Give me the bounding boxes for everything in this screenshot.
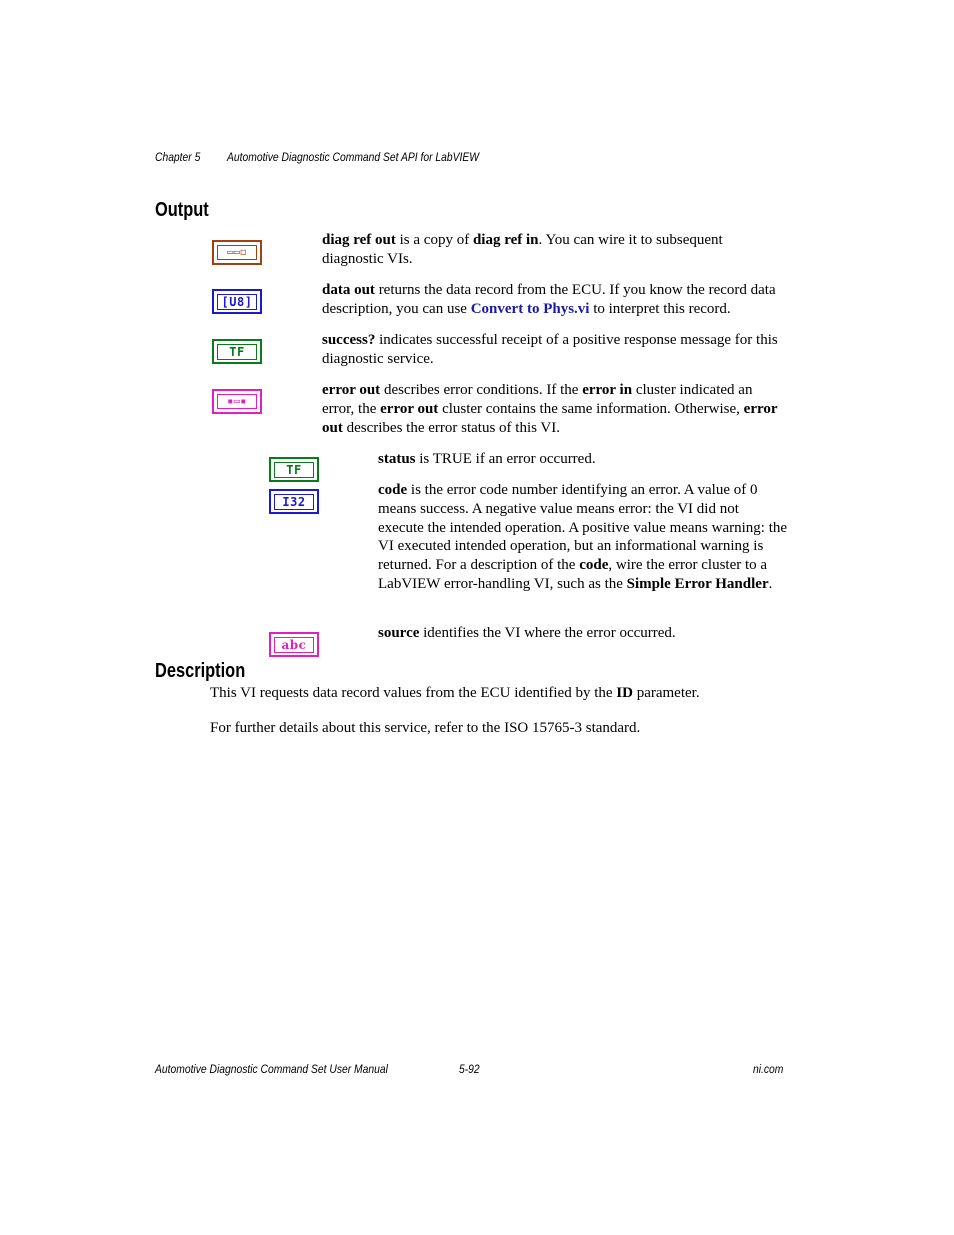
text: to interpret this record. bbox=[589, 300, 731, 317]
text: describes the error status of this VI. bbox=[342, 419, 561, 436]
text: identifies the VI where the error occurred. bbox=[419, 625, 676, 641]
term: code bbox=[378, 482, 408, 498]
term: diag ref out bbox=[322, 232, 396, 248]
description-paragraph-2: For further details about this service, refer to the ISO 15765-3 standard. bbox=[210, 720, 641, 736]
boolean-tf-icon: TF bbox=[212, 339, 262, 364]
term-ref: diag ref in bbox=[472, 232, 539, 248]
text: is TRUE if an error occurred. bbox=[415, 451, 596, 467]
term-ref: code bbox=[579, 557, 609, 574]
text: returns the data record from the ECU. If you know the record data description, you can use bbox=[322, 282, 776, 317]
footer-website: ni.com bbox=[753, 1062, 784, 1076]
output-heading: Output bbox=[155, 199, 209, 221]
term-ref: error out bbox=[322, 400, 778, 436]
subitem-status bbox=[378, 450, 788, 469]
footer-page-number: 5-92 bbox=[459, 1062, 480, 1076]
term: success? bbox=[322, 332, 376, 348]
item-error-out bbox=[322, 381, 788, 437]
term: status bbox=[378, 451, 416, 467]
subitem-code bbox=[378, 481, 788, 594]
text: cluster contains the same information. Otherwise, bbox=[438, 400, 744, 417]
text: describes error conditions. If the bbox=[380, 382, 583, 398]
text: is a copy of bbox=[395, 232, 473, 248]
text: . bbox=[768, 575, 773, 592]
footer-manual-title: Automotive Diagnostic Command Set User Manual bbox=[155, 1062, 388, 1076]
term-ref: Simple Error Handler bbox=[626, 575, 769, 592]
description-paragraph-1 bbox=[210, 684, 790, 703]
text: indicates successful receipt of a positive response message for this diagnostic service. bbox=[322, 332, 778, 367]
code-i32-icon: I32 bbox=[269, 489, 319, 514]
chapter-title: Automotive Diagnostic Command Set API for LabVIEW bbox=[227, 150, 479, 164]
item-success bbox=[322, 331, 788, 369]
status-tf-icon: TF bbox=[269, 457, 319, 482]
u8-array-icon: [U8] bbox=[212, 289, 262, 314]
ref-cluster-icon: ▭▭◻ bbox=[212, 240, 262, 265]
term: error out bbox=[322, 382, 381, 398]
item-data-out bbox=[322, 281, 788, 319]
source-string-icon: abc bbox=[269, 632, 319, 657]
term-ref: error out bbox=[380, 400, 439, 417]
chapter-label: Chapter 5 bbox=[155, 150, 201, 164]
text: cluster indicated an error, the bbox=[322, 382, 753, 417]
text: is the error code number identifying an error. A value of 0 means success. A negative value means error: the VI did not execute the intended operation. A positive value means warning: the VI executed intended operation, but an informational warning is returned. For a description of the bbox=[378, 482, 788, 574]
description-heading: Description bbox=[155, 660, 246, 682]
term-ref: error in bbox=[582, 382, 633, 398]
text: This VI requests data record values from the ECU identified by the bbox=[210, 685, 617, 701]
text: . You can wire it to subsequent diagnostic VIs. bbox=[322, 232, 723, 267]
text: , wire the error cluster to a LabVIEW error-handling VI, such as the bbox=[378, 557, 768, 592]
item-diag-ref-out bbox=[322, 231, 788, 269]
term: data out bbox=[322, 282, 375, 298]
text: parameter. bbox=[632, 685, 700, 701]
convert-to-phys-link[interactable]: Convert to Phys.vi bbox=[470, 300, 590, 317]
error-cluster-icon: ▪▭▪ bbox=[212, 389, 262, 414]
subitem-source bbox=[378, 624, 788, 643]
term-ref: ID bbox=[616, 685, 633, 701]
term: source bbox=[378, 625, 420, 641]
